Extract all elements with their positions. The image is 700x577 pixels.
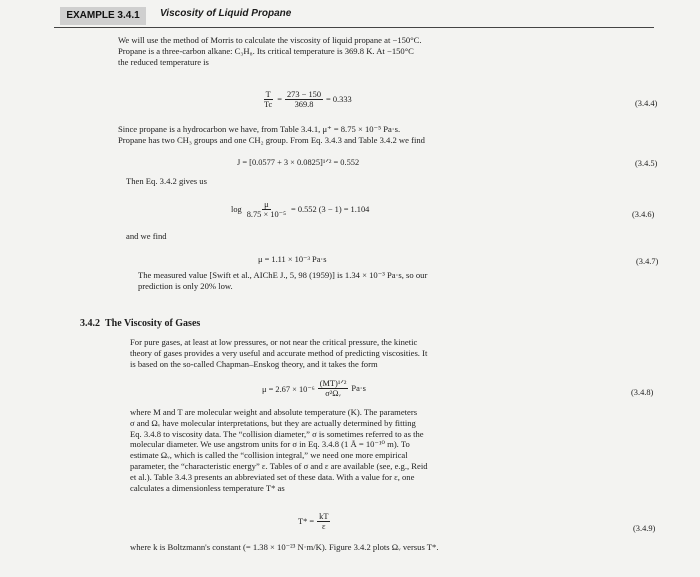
equation-3-4-9: T* = $\frac{kT}{\varepsilon}$ bbox=[298, 512, 329, 531]
equation-number: (3.4.8) bbox=[631, 388, 654, 397]
equation-number: (3.4.6) bbox=[632, 210, 655, 219]
equation-number: (3.4.5) bbox=[635, 159, 658, 168]
gases-paragraph: For pure gases, at least at low pressures, or not near the critical pressure, the kinetic theory of gases provides a very useful and accurate method of predicting viscosities. It is based on the so-called Chapman–Enskog theory, and it takes the form bbox=[130, 337, 428, 369]
then-text: Then Eq. 3.4.2 gives us bbox=[126, 176, 207, 186]
equation-3-4-5: J = [0.0577 + 3 × 0.0825]¹ᐟ² = 0.552 bbox=[237, 158, 360, 167]
example-label: EXAMPLE 3.4.1 bbox=[60, 7, 146, 25]
measured-paragraph: The measured value [Swift et al., AIChE J., 5, 98 (1959)] is 1.34 × 10⁻³ Pa·s, so our prediction is only 20% low. bbox=[138, 270, 428, 291]
final-text: where k is Boltzmann's constant (= 1.38 × 10⁻²³ N·m/K). Figure 3.4.2 plots Ωᵥ versus T*. bbox=[130, 542, 439, 552]
where-paragraph: where M and T are molecular weight and absolute temperature (K). The parameters σ and Ωᵥ have molecular interpretations, but they are actually determined by fitting Eq. 3.4.8 to viscosity data. The “collision diameter,” σ is sometimes referred to as the molecular diameter. We use angstrom units for σ in Eq. 3.4.8 (1 Å = 10⁻¹⁰ m). To estimate Ωᵥ, which is called the “collision integral,” we need one more empirical parameter, the “characteristic energy” ε. Tables of σ and ε are available (see, e.g., Reid et al.). Table 3.4.3 presents an abbreviated set of these data. With a value for ε, one calculates a dimensionless temperature T* as bbox=[130, 407, 428, 493]
header-rule bbox=[54, 27, 654, 28]
equation-3-4-7: μ = 1.11 × 10⁻³ Pa·s bbox=[258, 255, 327, 264]
section-heading: 3.4.2 The Viscosity of Gases bbox=[80, 318, 201, 329]
equation-number: (3.4.9) bbox=[633, 524, 656, 533]
example-title: Viscosity of Liquid Propane bbox=[160, 8, 292, 19]
since-paragraph: Since propane is a hydrocarbon we have, from Table 3.4.1, μ⁺ = 8.75 × 10⁻⁵ Pa·s. Propane has two CH₃ groups and one CH₂ group. From Eq. 3.4.3 and Table 3.4.2 we find bbox=[118, 124, 425, 145]
equation-3-4-8: μ = 2.67 × 10⁻⁶ $\frac{\text{(MT)¹ᐟ²}}{\text{σ²Ωᵥ}}$ Pa·s bbox=[262, 379, 366, 398]
equation-3-4-4: $\frac{T}{Tc}$ = $\frac{273 - 150}{369.8}$ = 0.333 bbox=[264, 90, 352, 109]
intro-paragraph: We will use the method of Morris to calculate the viscosity of liquid propane at −150°C. Propane is a three-carbon alkane: C₃H₈. Its critical temperature is 369.8 K. At −150°C the reduced temperature is bbox=[118, 35, 422, 67]
equation-number: (3.4.4) bbox=[635, 99, 658, 108]
equation-number: (3.4.7) bbox=[636, 257, 659, 266]
equation-3-4-6: log $\frac{\mu}{\text{8.75 × 10⁻⁵}}$ = 0.552 (3 − 1) = 1.104 bbox=[231, 200, 370, 219]
find-text: and we find bbox=[126, 231, 167, 241]
